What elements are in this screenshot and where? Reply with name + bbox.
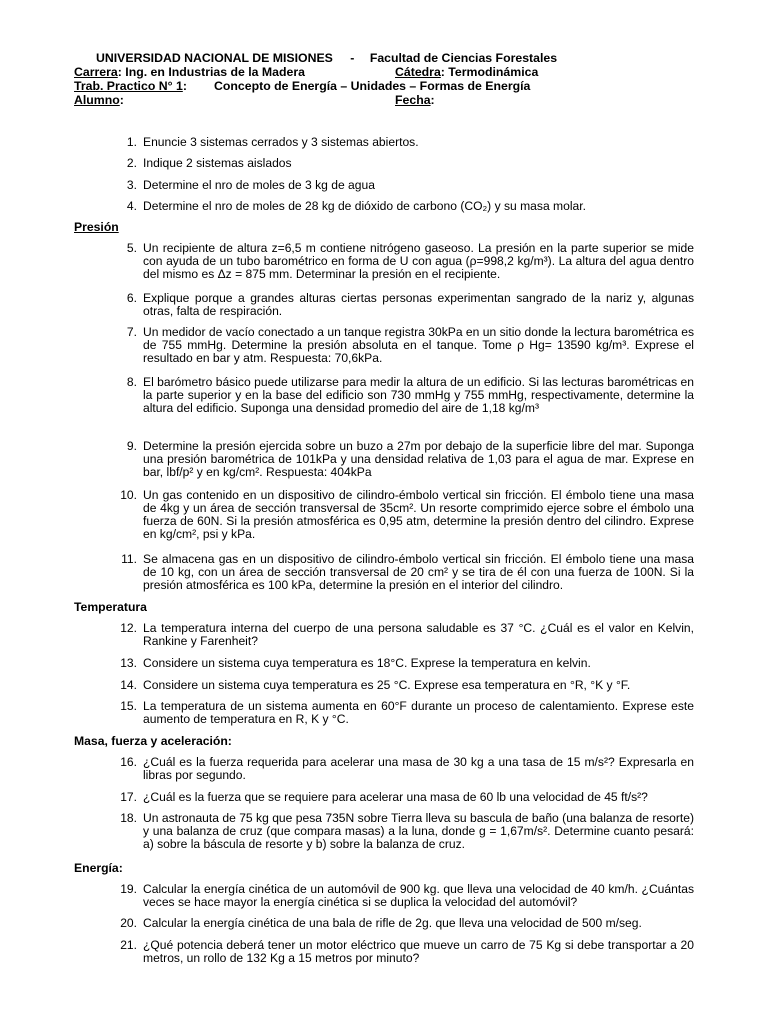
faculty-name: Facultad de Ciencias Forestales bbox=[369, 51, 558, 65]
alumno-colon: : bbox=[119, 93, 124, 107]
item-number: 10. bbox=[120, 488, 137, 502]
item-number: 18. bbox=[120, 811, 137, 825]
item-number: 21. bbox=[120, 938, 137, 952]
university-name: UNIVERSIDAD NACIONAL DE MISIONES bbox=[96, 51, 333, 65]
item-text: El barómetro básico puede utilizarse para medir la altura de un edificio. Si las lecturas barométricas en la parte superior y en la base del edificio son 730 mmHg y 755 mmHg, respectivamente, determine la altura del edificio. Suponga una densidad promedio del aire de 1,18 kg/m³ bbox=[143, 375, 694, 415]
item-text: Se almacena gas en un dispositivo de cilindro-émbolo vertical sin fricción. El émbolo tiene una masa de 10 kg, con un área de sección transversal de 20 cm² y se tira de él con una fuerza de 100N. Si la presión atmosférica es 100 kPa, determine la presión en el interior del cilindro. bbox=[143, 552, 694, 592]
item-number: 4. bbox=[126, 199, 137, 213]
item-number: 16. bbox=[120, 755, 137, 769]
trab-label: Trab. Practico N° 1 bbox=[74, 79, 183, 93]
section-heading-energia: Energía: bbox=[74, 861, 123, 875]
fecha-line bbox=[395, 94, 435, 107]
item-number: 8. bbox=[126, 375, 137, 389]
exercise-item bbox=[126, 439, 694, 479]
item-text: Enuncie 3 sistemas cerrados y 3 sistemas abiertos. bbox=[143, 135, 419, 149]
exercise-item bbox=[126, 135, 694, 149]
item-text: ¿Cuál es la fuerza requerida para acelerar una masa de 30 kg a una tasa de 15 m/s²? Expresarla en libras por segundo. bbox=[143, 755, 694, 782]
item-number: 7. bbox=[126, 325, 137, 339]
item-number: 9. bbox=[126, 439, 137, 453]
item-text: ¿Qué potencia deberá tener un motor eléctrico que mueve un carro de 75 Kg si debe transportar a 20 metros, un rollo de 132 Kg a 15 metros por minuto? bbox=[143, 938, 694, 965]
item-number: 3. bbox=[126, 178, 137, 192]
section-heading-temperatura: Temperatura bbox=[74, 600, 147, 614]
carrera-line bbox=[74, 66, 305, 79]
trab-colon: : bbox=[182, 79, 187, 93]
item-text: Considere un sistema cuya temperatura es 25 °C. Exprese esa temperatura en °R, °K y °F. bbox=[143, 678, 631, 692]
item-number: 20. bbox=[120, 916, 137, 930]
item-text: Explique porque a grandes alturas ciertas personas experimentan sangrado de la nariz y, algunas otras, falta de respiración. bbox=[143, 291, 694, 318]
exercise-item bbox=[120, 882, 694, 909]
item-number: 12. bbox=[120, 621, 137, 635]
item-text: Determine el nro de moles de 3 kg de agua bbox=[143, 178, 375, 192]
item-number: 19. bbox=[120, 882, 137, 896]
exercise-item bbox=[121, 552, 694, 592]
catedra-value: : Termodinámica bbox=[440, 65, 539, 79]
header-separator: - bbox=[350, 51, 355, 65]
alumno-line bbox=[74, 94, 124, 107]
exercise-item bbox=[120, 621, 694, 648]
exercise-item bbox=[126, 291, 694, 318]
trab-line bbox=[74, 80, 187, 93]
item-number: 2. bbox=[126, 156, 137, 170]
exercise-item bbox=[126, 178, 694, 192]
item-number: 6. bbox=[126, 291, 137, 305]
item-number: 15. bbox=[120, 699, 137, 713]
exercise-item bbox=[126, 156, 694, 170]
item-text: Un astronauta de 75 kg que pesa 735N sobre Tierra lleva su bascula de baño (una balanza de resorte) y una balanza de cruz (que compara masas) a la luna, donde g = 1,67m/s². Determine cuanto pesará: a) sobre la báscula de resorte y b) sobre la balanza de cruz. bbox=[143, 811, 694, 851]
exercise-item bbox=[120, 656, 694, 670]
item-text: Calcular la energía cinética de una bala de rifle de 2g. que lleva una velocidad de 500 m/seg. bbox=[143, 916, 642, 930]
item-text: Determine el nro de moles de 28 kg de dióxido de carbono (CO₂) y su masa molar. bbox=[143, 199, 586, 213]
exercise-item bbox=[126, 375, 694, 415]
item-text: La temperatura de un sistema aumenta en 60°F durante un proceso de calentamiento. Exprese este aumento de temperatura en R, K y °C. bbox=[143, 699, 694, 726]
exercise-item bbox=[120, 678, 694, 692]
exercise-item bbox=[126, 325, 694, 365]
exercise-item bbox=[120, 938, 694, 965]
catedra-line bbox=[395, 66, 538, 79]
exercise-item bbox=[126, 241, 694, 281]
item-text: Un gas contenido en un dispositivo de cilindro-émbolo vertical sin fricción. El émbolo tiene una masa de 4kg y un área de sección transversal de 35cm². Un resorte comprimido ejerce sobre el émbolo una fuerza de 60N. Si la presión atmosférica es 0,95 atm, determine la presión dentro del cilindro. Exprese en kg/cm², psi y kPa. bbox=[143, 488, 694, 541]
carrera-value: : Ing. en Industrias de la Madera bbox=[117, 65, 305, 79]
item-number: 17. bbox=[120, 790, 137, 804]
item-number: 13. bbox=[120, 656, 137, 670]
item-text: ¿Cuál es la fuerza que se requiere para acelerar una masa de 60 lb una velocidad de 45 ft/s²? bbox=[143, 790, 648, 804]
exercise-item bbox=[120, 699, 694, 726]
item-number: 5. bbox=[126, 241, 137, 255]
catedra-label: Cátedra bbox=[395, 65, 441, 79]
exercise-item bbox=[120, 916, 694, 930]
section-heading-masa: Masa, fuerza y aceleración: bbox=[74, 734, 232, 748]
exercise-item bbox=[120, 811, 694, 851]
trab-title: Concepto de Energía – Unidades – Formas de Energía bbox=[214, 79, 531, 93]
alumno-label: Alumno bbox=[74, 93, 120, 107]
item-text: La temperatura interna del cuerpo de una persona saludable es 37 °C. ¿Cuál es el valor en Kelvin, Rankine y Farenheit? bbox=[143, 621, 694, 648]
item-text: Indique 2 sistemas aislados bbox=[143, 156, 292, 170]
fecha-colon: : bbox=[430, 93, 435, 107]
exercise-item bbox=[126, 199, 694, 213]
item-number: 14. bbox=[120, 678, 137, 692]
item-number: 1. bbox=[126, 135, 137, 149]
carrera-label: Carrera bbox=[74, 65, 118, 79]
exercise-item bbox=[120, 755, 694, 782]
item-text: Considere un sistema cuya temperatura es 18°C. Exprese la temperatura en kelvin. bbox=[143, 656, 591, 670]
item-text: Un medidor de vacío conectado a un tanque registra 30kPa en un sitio donde la lectura barométrica es de 755 mmHg. Determine la presión absoluta en el tanque. Tome ρ Hg= 13590 kg/m³. Exprese el resultado en bar y atm. Respuesta: 70,6kPa. bbox=[143, 325, 694, 365]
fecha-label: Fecha bbox=[395, 93, 431, 107]
header-line-1 bbox=[96, 52, 557, 65]
section-heading-presion: Presión bbox=[74, 220, 119, 234]
exercise-item bbox=[120, 790, 694, 804]
exercise-item bbox=[120, 488, 694, 541]
item-text: Un recipiente de altura z=6,5 m contiene nitrógeno gaseoso. La presión en la parte superior se mide con ayuda de un tubo barométrico en forma de U con agua (ρ=998,2 kg/m³). La altura del agua dentro del mismo es Δz = 875 mm. Determinar la presión en el recipiente. bbox=[143, 241, 694, 281]
item-text: Calcular la energía cinética de un automóvil de 900 kg. que lleva una velocidad de 40 km/h. ¿Cuántas veces se hace mayor la energía cinética si se duplica la velocidad del automóvil? bbox=[143, 882, 694, 909]
item-number: 11. bbox=[121, 552, 137, 566]
item-text: Determine la presión ejercida sobre un buzo a 27m por debajo de la superficie libre del mar. Suponga una presión barométrica de 101kPa y una densidad relativa de 1,03 para el agua de mar. Exprese en bar, lbf/p² y en kg/cm². Respuesta: 404kPa bbox=[143, 439, 694, 479]
